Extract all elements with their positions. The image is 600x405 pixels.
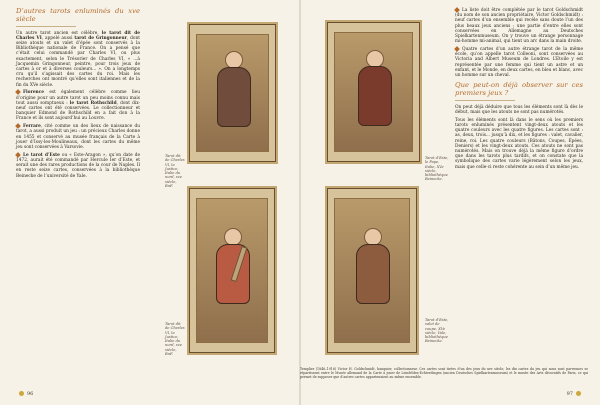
page-dot-icon bbox=[576, 391, 581, 396]
page-dot-icon bbox=[19, 391, 24, 396]
paragraph-elements: Tous les éléments sont là dans le sens où les premiers tarots enluminés présentent vingt-deux atouts et les quatre couleurs avec les quatre figures. Les cartes sont : as, deux, trois... jusqu’à dix, et les figures : valet, cavalier, reine, roi. Les quatre couleurs (Bâtons, Coupes, Épées, Deniers) et les vingt-deux atouts. Ces atouts ne sont pas numérotés. Mais on trouve déjà la même figure d’ordre que dans les tarots plus tardifs, et on constate que la symbolique des cartes varie légèrement selon les jeux, mais que celle-ci reste cohérente au sein d’un même jeu. bbox=[455, 117, 583, 170]
card-figure-icon bbox=[350, 226, 394, 308]
paragraph-este: Le tarot d’Este ou « Este-Aragon », qu’on date de 1472, aurait été commandé par Hercule Ier d’Este, et serait une des rares productions de la cour de Naples. Il en reste seize cartes, conservées à la bibliothèque Beinecke de l’université de Yale. bbox=[16, 152, 140, 179]
left-text-column bbox=[16, 8, 140, 181]
caption-card-2: Tarot d’Este, le Pape, Italie, XVe siècle, bibliothèque Beinecke. bbox=[425, 156, 449, 182]
paragraph-ferrare: Ferrare, cité comme un des lieux de naissance du tarot, a aussi produit un jeu : un précieux Charles donne en 1455 et conservé au musée français de la Carte à jouer d’Issy-les-Moulineaux, dont les cartes du même jeu sont conservées à Varsovie. bbox=[16, 124, 140, 151]
card-image-3 bbox=[187, 186, 277, 355]
caption-card-1: Tarot dit de Charles VI, la Justice, Italie du nord, xve siècle, BnF. bbox=[165, 154, 185, 189]
card-image-1 bbox=[187, 22, 278, 164]
paragraph-florence: Florence est également célèbre comme lieu d’origine pour un autre tarot un peu moins connu mais tout aussi somptueux : le tarot Rothschild, dont dix-neuf cartes ont été conservées. Le collectionneur et banquier Edmond de Rothschild en a fait don à la France et ils sont aujourd’hui au Louvre. bbox=[16, 90, 140, 122]
footnote: Templier (1846–1916) Victor H. Goldschmidt, banquier, collectionneur. Ces cartes sont tirées d’un des jeux du xve siècle, les dix cartes du jeu qui nous sont parvenues se répartissent entre le Musée allemand de la Carte à jouer de Leinfelden-Echterdingen (ancien Deutsches Spielkartenmuseum) et le musée des Arts décoratifs de Paris, ce qui permet de supposer que d’autres cartes appartenaient au même ensemble. bbox=[300, 367, 588, 380]
right-text-column bbox=[455, 8, 583, 172]
paragraph-goldschmidt: La liste doit être complétée par le tarot Goldschmidt (du nom de son ancien propriétaire, Victor Goldschmidt) : neuf cartes d’un ensemble qui recèle sans doute l’un des plus beaux jeux anciens ; une partie d’entre elles sont conservées en Allemagne au Deutsches Spielkartenmuseum. On y trouve un étrange personnage mi-homme mi-animal, qui tient un arc dans la main droite. bbox=[455, 8, 583, 45]
book-gutter bbox=[299, 0, 301, 405]
bullet-diamond-icon bbox=[15, 90, 21, 96]
caption-card-3: Tarot dit de Charles VI, la Justice, Italie du nord, xve siècle, BnF. bbox=[165, 322, 185, 357]
paragraph-charles-vi: Un autre tarot ancien est célèbre, le tarot dit de Charles VI, appelé aussi tarot de Gringonneur, dont seize atouts et un valet d’épée sont conservés à la Bibliothèque nationale de France. On a pensé que c’était celui commandé par Charles VI, ou plus exactement, selon le Trésorier de Charles VI, « ...à Jacquemin Gringonneur, peintre, pour trois jeux de cartes à or et à diverses couleurs... ». On a longtemps cru qu’il s’agissait des cartes du roi. Mais les recherches ont montré qu’elles sont italiennes et de la fin du XVe siècle. bbox=[16, 30, 140, 88]
paragraph-colleoni: Quatre cartes d’un autre étrange tarot de la même école, qu’on appelle tarot Colleoni, sont conservées au Victoria and Albert Museum de Londres. L’Etoile y est représentée par une femme qui tient un astre et un enfant, et le Monde, en deux cartes, en bleu et blanc, avec un homme sur un cheval. bbox=[455, 47, 583, 79]
card-figure-icon bbox=[352, 48, 396, 130]
card-image-2 bbox=[325, 20, 422, 164]
bullet-diamond-icon bbox=[454, 46, 460, 52]
card-figure-icon bbox=[210, 226, 254, 308]
card-figure-icon bbox=[211, 49, 255, 131]
page-number-right: 97 bbox=[567, 391, 584, 397]
caption-card-4: Tarot d’Este, valet de coupe, XVe siècle, Yale, bibliothèque Beinecke. bbox=[425, 318, 449, 344]
bullet-diamond-icon bbox=[15, 123, 21, 129]
section-heading-2: Que peut-on déjà observer sur ces premiers jeux ? bbox=[455, 81, 583, 98]
bullet-diamond-icon bbox=[15, 152, 21, 158]
heading-rule bbox=[16, 26, 76, 27]
card-image-4 bbox=[325, 186, 419, 355]
bullet-diamond-icon bbox=[454, 7, 460, 13]
section-heading: D’autres tarots enluminés du xve siècle bbox=[16, 7, 140, 23]
paragraph-observation: On peut déjà déduire que tous les éléments sont là dès le début, mais que les atouts ne sont pas numérotés. bbox=[455, 104, 583, 116]
page-number-left: 96 bbox=[16, 391, 33, 397]
heading-rule bbox=[455, 100, 515, 101]
